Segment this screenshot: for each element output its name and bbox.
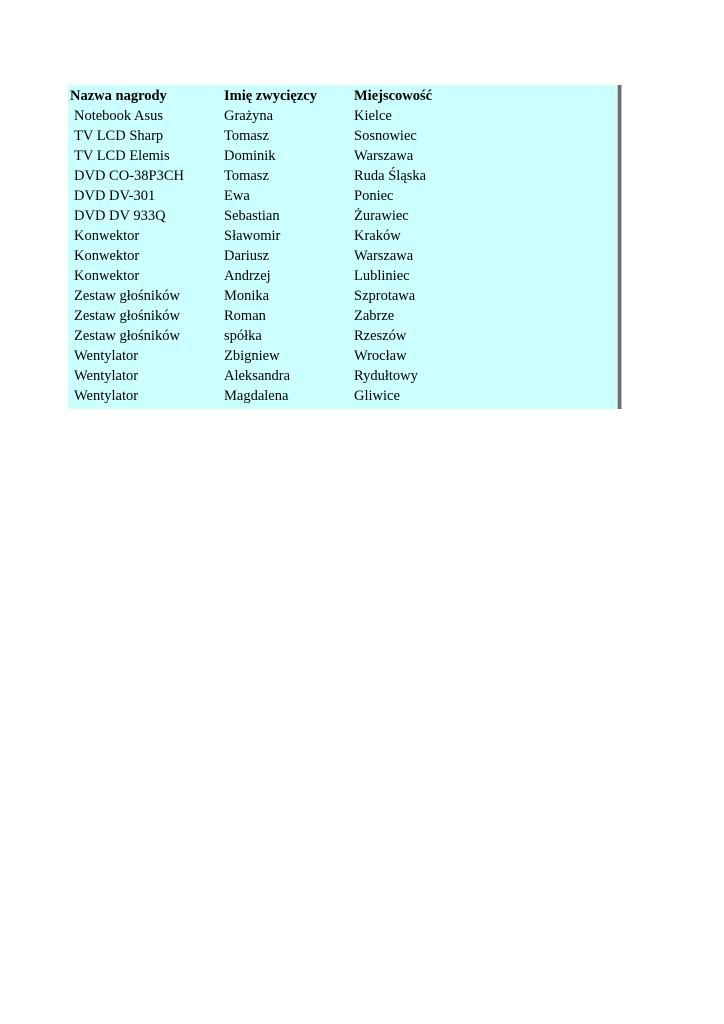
table-right-border	[617, 85, 622, 409]
locality-cell: Sosnowiec	[354, 128, 417, 144]
winner-cell: Dariusz	[224, 248, 270, 264]
winner-cell: Sebastian	[224, 208, 280, 224]
table-row	[68, 386, 617, 406]
locality-cell: Rzeszów	[354, 328, 407, 344]
prize-cell: TV LCD Sharp	[74, 128, 164, 144]
prize-cell: DVD CO-38P3CH	[74, 168, 184, 184]
prize-cell: DVD DV-301	[74, 188, 156, 204]
prize-cell: TV LCD Elemis	[74, 148, 170, 164]
table-row	[68, 226, 617, 246]
locality-cell: Rydułtowy	[354, 368, 418, 384]
winner-cell: Tomasz	[224, 168, 269, 184]
table-row	[68, 266, 617, 286]
table-row	[68, 166, 617, 186]
winner-cell: Zbigniew	[224, 348, 280, 364]
locality-cell: Kielce	[354, 108, 392, 124]
winner-cell: Monika	[224, 288, 270, 304]
winner-cell: Grażyna	[224, 108, 274, 124]
table-row	[68, 246, 617, 266]
table-row	[68, 326, 617, 346]
locality-cell: Wrocław	[354, 348, 407, 364]
table-row	[68, 206, 617, 226]
prize-cell: Zestaw głośników	[74, 308, 180, 324]
locality-cell: Warszawa	[354, 148, 414, 164]
prize-cell: Wentylator	[74, 348, 139, 364]
prize-cell: Wentylator	[74, 368, 139, 384]
winner-cell: Andrzej	[224, 268, 271, 284]
winner-cell: spółka	[224, 328, 262, 344]
locality-cell: Szprotawa	[354, 288, 416, 304]
prize-cell: Zestaw głośników	[74, 288, 180, 304]
table-row	[68, 106, 617, 126]
table-row	[68, 186, 617, 206]
table-row	[68, 366, 617, 386]
prize-cell: Konwektor	[74, 268, 140, 284]
locality-cell: Żurawiec	[354, 208, 409, 224]
header-locality: Miejscowość	[354, 88, 433, 104]
table-row	[68, 346, 617, 366]
locality-cell: Ruda Śląska	[354, 168, 427, 184]
table-row	[68, 306, 617, 326]
prize-cell: Wentylator	[74, 388, 139, 404]
table-row	[68, 126, 617, 146]
locality-cell: Poniec	[354, 188, 394, 204]
locality-cell: Zabrze	[354, 308, 395, 324]
header-winner-name: Imię zwycięzcy	[224, 88, 317, 104]
winner-cell: Sławomir	[224, 228, 281, 244]
winner-cell: Aleksandra	[224, 368, 291, 384]
winner-cell: Magdalena	[224, 388, 289, 404]
winner-cell: Roman	[224, 308, 266, 324]
locality-cell: Lubliniec	[354, 268, 410, 284]
locality-cell: Warszawa	[354, 248, 414, 264]
prize-cell: DVD DV 933Q	[74, 208, 166, 224]
winner-cell: Tomasz	[224, 128, 269, 144]
table-header-row	[68, 86, 617, 106]
winner-cell: Dominik	[224, 148, 276, 164]
winners-table	[68, 85, 617, 409]
prize-cell: Konwektor	[74, 248, 140, 264]
table-row	[68, 286, 617, 306]
prize-cell: Konwektor	[74, 228, 140, 244]
locality-cell: Gliwice	[354, 388, 400, 404]
table-row	[68, 146, 617, 166]
winner-cell: Ewa	[224, 188, 250, 204]
header-prize-name: Nazwa nagrody	[70, 88, 167, 104]
locality-cell: Kraków	[354, 228, 401, 244]
prize-cell: Zestaw głośników	[74, 328, 180, 344]
prize-cell: Notebook Asus	[74, 108, 164, 124]
